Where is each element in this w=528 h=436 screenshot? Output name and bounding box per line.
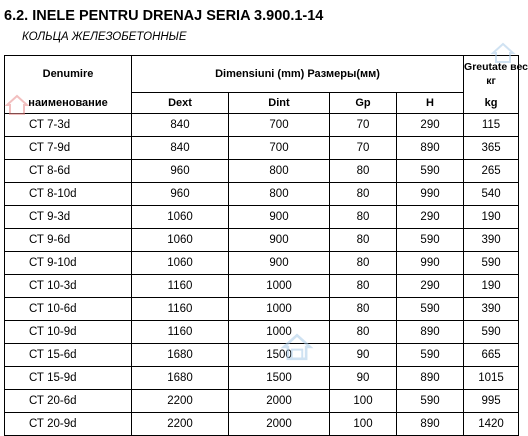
cell-dint: 900 [229,229,330,252]
cell-h: 590 [397,160,464,183]
cell-name: СТ 15-9d [5,367,132,390]
cell-kg: 1420 [464,413,519,436]
header-dint: Dint [229,93,330,114]
cell-gp: 100 [330,413,397,436]
cell-dext: 1060 [132,229,229,252]
cell-h: 590 [397,344,464,367]
cell-dint: 700 [229,114,330,137]
cell-gp: 80 [330,298,397,321]
cell-h: 290 [397,275,464,298]
cell-h: 290 [397,206,464,229]
cell-dint: 2000 [229,390,330,413]
cell-dext: 2200 [132,413,229,436]
cell-h: 890 [397,367,464,390]
cell-h: 590 [397,229,464,252]
cell-kg: 665 [464,344,519,367]
cell-dext: 2200 [132,390,229,413]
table-row [5,321,519,344]
cell-dint: 2000 [229,413,330,436]
header-gp: Gp [330,93,397,114]
rings-table [4,55,528,436]
page-title: 6.2. INELE PENTRU DRENAJ SERIA 3.900.1-14 [4,8,324,24]
cell-kg: 365 [464,137,519,160]
table-row [5,413,519,436]
cell-dext: 1160 [132,275,229,298]
header-greutate-label: Greutate вес [464,61,528,74]
cell-dint: 800 [229,183,330,206]
cell-gp: 70 [330,114,397,137]
header-kg-ru: кг [486,75,496,88]
page-subtitle: КОЛЬЦА ЖЕЛЕЗОБЕТОННЫЕ [22,31,187,43]
cell-gp: 90 [330,367,397,390]
table-body [5,114,519,436]
cell-kg: 540 [464,183,519,206]
table-row [5,275,519,298]
cell-name: СТ 7-9d [5,137,132,160]
cell-name: СТ 20-6d [5,390,132,413]
cell-name: СТ 8-10d [5,183,132,206]
cell-name: СТ 10-9d [5,321,132,344]
table-row [5,252,519,275]
table-row [5,390,519,413]
table-row [5,298,519,321]
cell-name: СТ 9-6d [5,229,132,252]
cell-dint: 1000 [229,321,330,344]
cell-h: 890 [397,321,464,344]
cell-dint: 800 [229,160,330,183]
table-row [5,367,519,390]
cell-kg: 115 [464,114,519,137]
watermark-house-icon [4,92,30,118]
table-row [5,137,519,160]
table-row [5,344,519,367]
header-h: H [397,93,464,114]
cell-h: 590 [397,390,464,413]
cell-dext: 1160 [132,298,229,321]
cell-h: 990 [397,252,464,275]
cell-gp: 80 [330,229,397,252]
cell-kg: 1015 [464,367,519,390]
header-naimenovanie: наименование [5,93,132,114]
cell-kg: 390 [464,298,519,321]
table-row [5,114,519,137]
cell-h: 890 [397,137,464,160]
watermark-house-icon [280,330,314,364]
cell-dint: 1500 [229,367,330,390]
cell-kg: 265 [464,160,519,183]
cell-h: 990 [397,183,464,206]
table-row [5,206,519,229]
cell-name: СТ 20-9d [5,413,132,436]
cell-gp: 90 [330,344,397,367]
cell-kg: 190 [464,206,519,229]
cell-name: СТ 10-6d [5,298,132,321]
cell-kg: 995 [464,390,519,413]
cell-dext: 1680 [132,344,229,367]
cell-dext: 960 [132,183,229,206]
table-header-row [5,56,519,93]
cell-h: 590 [397,298,464,321]
cell-name: СТ 8-6d [5,160,132,183]
cell-dext: 840 [132,114,229,137]
cell-dint: 700 [229,137,330,160]
cell-dext: 960 [132,160,229,183]
cell-gp: 80 [330,252,397,275]
cell-kg: 590 [464,252,519,275]
cell-dext: 1680 [132,367,229,390]
table-row [5,229,519,252]
table-subheader-row [5,93,519,114]
header-dimensiuni: Dimensiuni (mm) Размеры(мм) [132,56,464,93]
cell-h: 290 [397,114,464,137]
cell-dext: 1060 [132,252,229,275]
cell-name: СТ 7-3d [5,114,132,137]
cell-gp: 100 [330,390,397,413]
cell-dint: 1000 [229,298,330,321]
cell-gp: 80 [330,183,397,206]
table-row [5,183,519,206]
cell-gp: 70 [330,137,397,160]
cell-kg: 190 [464,275,519,298]
cell-kg: 590 [464,321,519,344]
cell-dext: 1060 [132,206,229,229]
header-denumire: Denumire [5,56,132,93]
cell-dint: 1000 [229,275,330,298]
table-row [5,160,519,183]
cell-gp: 80 [330,321,397,344]
header-kg: kg [464,93,519,114]
cell-dext: 840 [132,137,229,160]
cell-gp: 80 [330,160,397,183]
header-dext: Dext [132,93,229,114]
cell-dint: 900 [229,252,330,275]
cell-name: СТ 15-6d [5,344,132,367]
cell-kg: 390 [464,229,519,252]
cell-h: 890 [397,413,464,436]
cell-dext: 1160 [132,321,229,344]
cell-dint: 1500 [229,344,330,367]
cell-gp: 80 [330,275,397,298]
cell-gp: 80 [330,206,397,229]
cell-name: СТ 9-10d [5,252,132,275]
cell-name: СТ 10-3d [5,275,132,298]
cell-dint: 900 [229,206,330,229]
cell-name: СТ 9-3d [5,206,132,229]
watermark-house-icon [490,40,516,66]
